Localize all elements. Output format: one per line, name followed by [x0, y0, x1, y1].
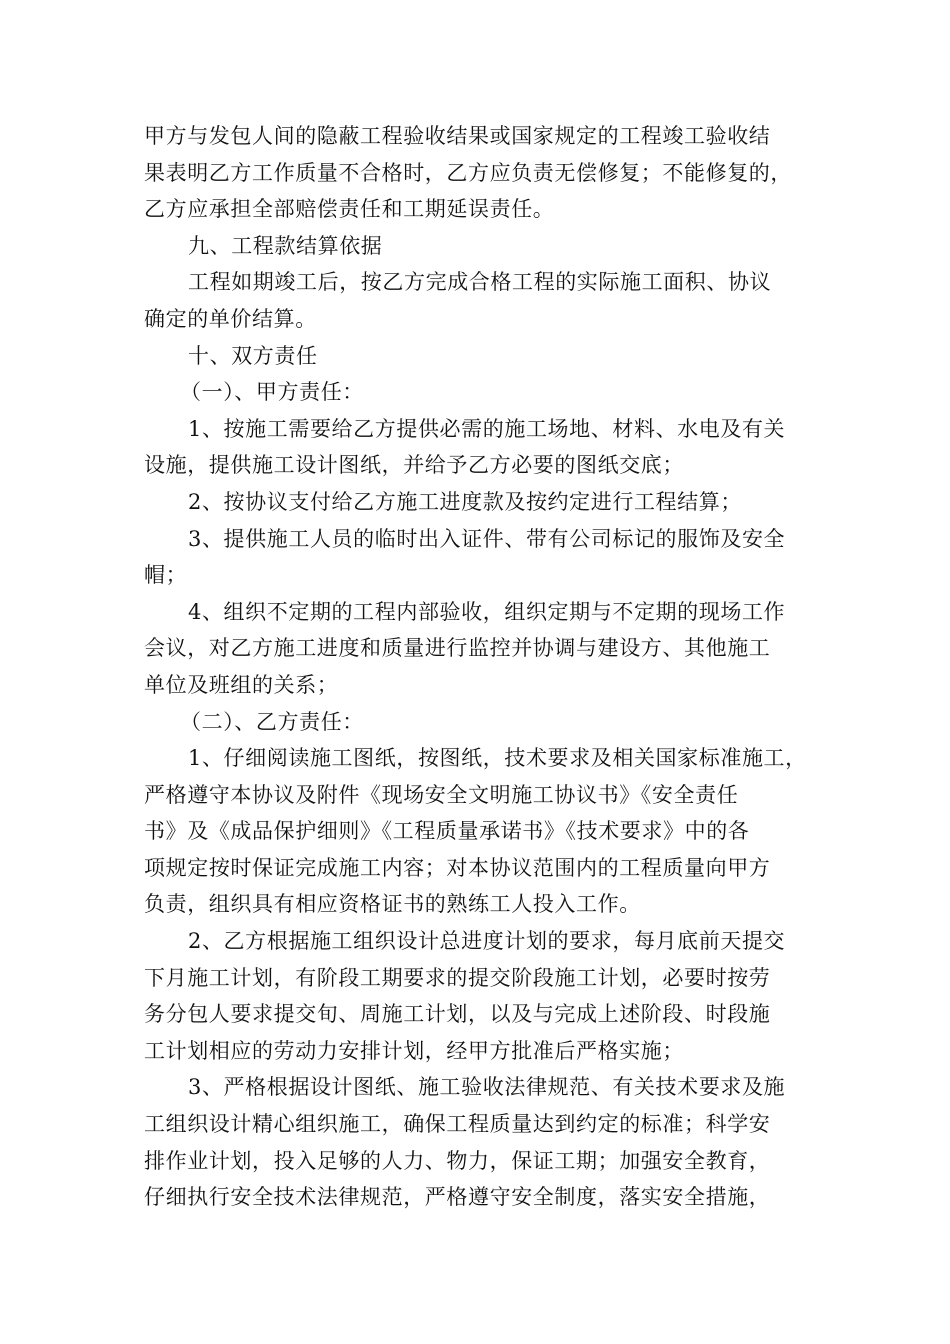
text-line: 严格遵守本协议及附件《现场安全文明施工协议书》《安全责任: [144, 782, 739, 807]
text-line: 4、组织不定期的工程内部验收，组织定期与不定期的现场工作: [188, 599, 786, 624]
text-line: 果表明乙方工作质量不合格时，乙方应负责无偿修复；不能修复的，: [144, 160, 792, 185]
text-line: 工程如期竣工后，按乙方完成合格工程的实际施工面积、协议: [188, 270, 772, 295]
text-line: 排作业计划，投入足够的人力、物力，保证工期；加强安全教育，: [144, 1148, 771, 1173]
text-line: 2、乙方根据施工组织设计总进度计划的要求，每月底前天提交: [188, 929, 786, 954]
text-line: 工计划相应的劳动力安排计划，经甲方批准后严格实施；: [144, 1038, 684, 1063]
text-line: 3、提供施工人员的临时出入证件、带有公司标记的服饰及安全: [188, 526, 786, 551]
text-line: 书》及《成品保护细则》《工程质量承诺书》《技术要求》中的各: [144, 819, 750, 844]
text-line: 乙方应承担全部赔偿责任和工期延误责任。: [144, 197, 555, 222]
text-line: 会议，对乙方施工进度和质量进行监控并协调与建设方、其他施工: [144, 636, 771, 661]
text-line: 仔细执行安全技术法律规范，严格遵守安全制度，落实安全措施，: [144, 1185, 771, 1210]
text-line: 负责，组织具有相应资格证书的熟练工人投入工作。: [144, 892, 641, 917]
text-line: 下月施工计划，有阶段工期要求的提交阶段施工计划，必要时按劳: [144, 965, 771, 990]
text-line: 务分包人要求提交旬、周施工计划，以及与完成上述阶段、时段施: [144, 1002, 771, 1027]
text-line: （二）、乙方责任：: [180, 709, 364, 734]
document-body: [144, 118, 820, 1216]
text-line: 确定的单价结算。: [144, 306, 317, 331]
text-line: 十、双方责任: [188, 343, 318, 368]
text-line: 3、严格根据设计图纸、施工验收法律规范、有关技术要求及施: [188, 1075, 786, 1100]
text-line: 设施，提供施工设计图纸，并给予乙方必要的图纸交底；: [144, 453, 684, 478]
text-line: 1、仔细阅读施工图纸，按图纸，技术要求及相关国家标准施工，: [188, 746, 807, 771]
text-line: 帽；: [144, 563, 188, 588]
text-line: 单位及班组的关系；: [144, 672, 339, 697]
text-line: 九、工程款结算依据: [188, 233, 383, 258]
text-line: 甲方与发包人间的隐蔽工程验收结果或国家规定的工程竣工验收结: [144, 124, 771, 148]
text-line: 1、按施工需要给乙方提供必需的施工场地、材料、水电及有关: [188, 416, 786, 441]
text-line: 项规定按时保证完成施工内容；对本协议范围内的工程质量向甲方: [144, 855, 771, 880]
text-line: 2、按协议支付给乙方施工进度款及按约定进行工程结算；: [188, 489, 742, 514]
text-line: （一）、甲方责任：: [180, 380, 364, 405]
text-line: 工组织设计精心组织施工，确保工程质量达到约定的标准；科学安: [144, 1112, 771, 1137]
